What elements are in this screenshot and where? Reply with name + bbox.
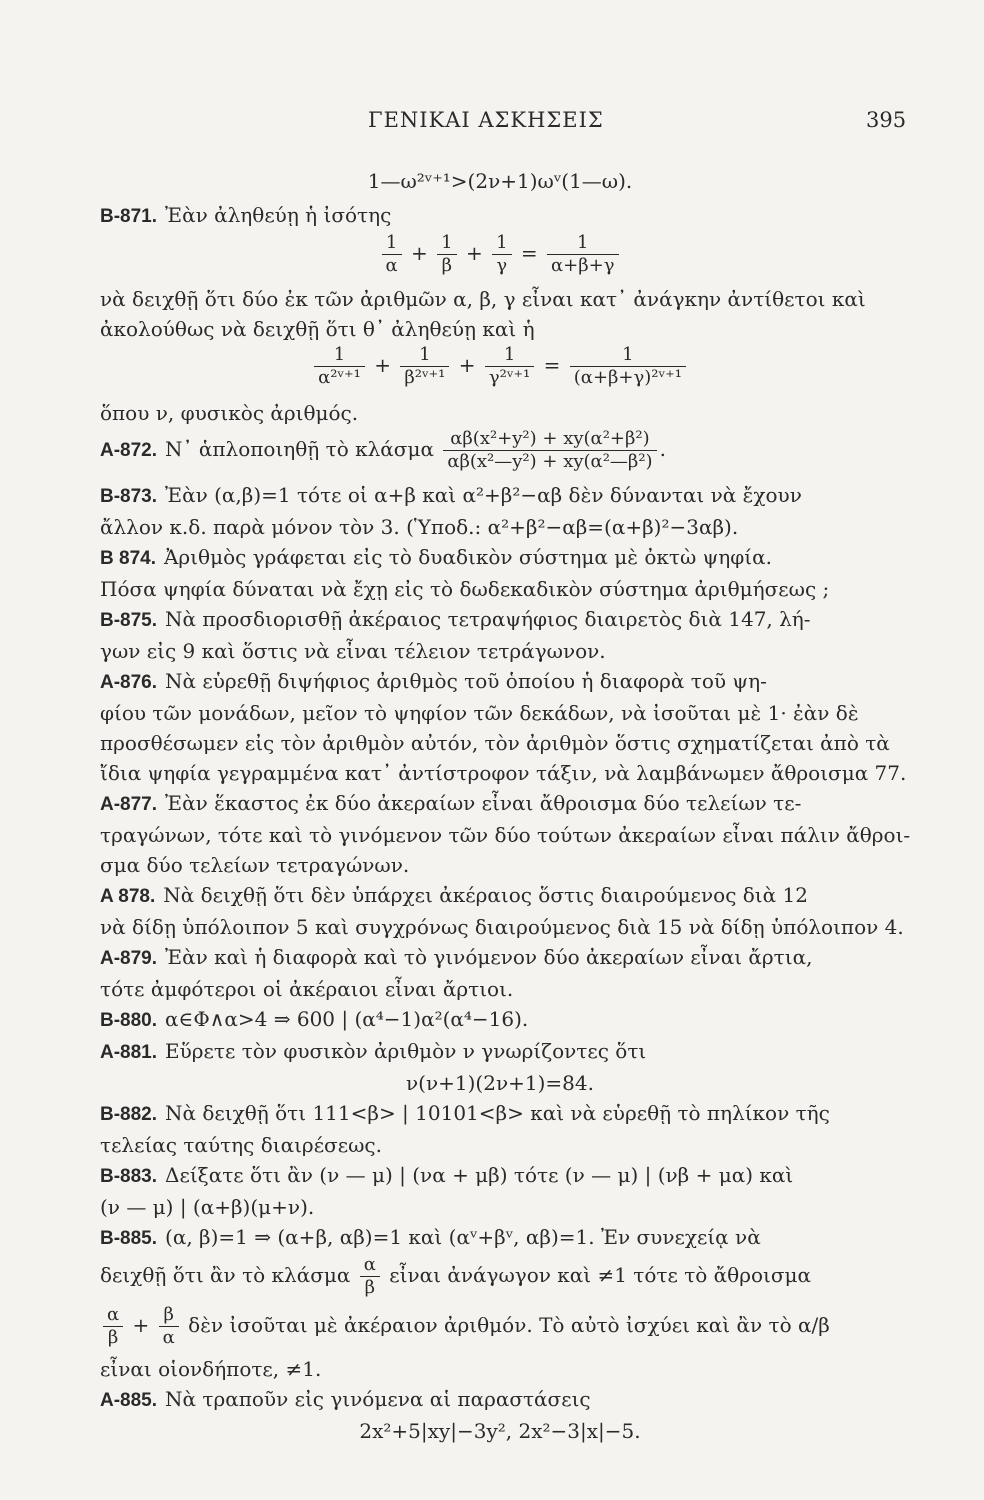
exercise-a881: A-881. Εὕρετε τὸν φυσικὸν ἀριθμὸν ν γνωρίζοντες ὅτι [100, 1039, 647, 1063]
page-header [0, 108, 984, 144]
formula-line: 1—ω²ᵛ⁺¹>(2ν+1)ωᵛ(1—ω). [367, 169, 633, 193]
exercise-b873: B-873. Ἐὰν (α,β)=1 τότε οἱ α+β καὶ α²+β²−αβ δὲν δύνανται νὰ ἔχουν [100, 483, 802, 507]
exercise-label: B 874. [100, 548, 156, 569]
exercise-b882: B-882. Νὰ δειχθῇ ὅτι 111<β> | 10101<β> καὶ νὰ εὑρεθῇ τὸ πηλίκον τῆς [100, 1101, 830, 1125]
exercise-label: A-879. [100, 948, 158, 969]
exercise-label: B-885. [100, 1228, 158, 1249]
exercise-label: B-882. [100, 1104, 158, 1125]
exercise-label: B-875. [100, 610, 158, 631]
exercise-label: A-872. [100, 440, 158, 461]
exercise-label: B-883. [100, 1166, 158, 1187]
exercise-b871: B-871. Ἐὰν ἀληθεύῃ ἡ ἰσότης [100, 203, 392, 227]
exercise-b880: B-880. α∈Φ∧α>4 ⇒ 600 | (α⁴−1)α²(α⁴−16). [100, 1007, 529, 1031]
exercise-a885: A-885. Νὰ τραποῦν εἰς γινόμενα αἱ παραστάσεις [100, 1387, 591, 1411]
exercise-label: A 878. [100, 886, 156, 907]
exercise-label: B-873. [100, 486, 158, 507]
exercise-label: A-877. [100, 794, 158, 815]
exercise-a878: A 878. Νὰ δειχθῇ ὅτι δὲν ὑπάρχει ἀκέραιος ὅστις διαιρούμενος διὰ 12 [100, 883, 808, 907]
exercise-a872: A-872. Ν᾽ ἁπλοποιηθῇ τὸ κλάσμα $\frac{\text{αβ(x²+y²) + xy(α²+β²)}}{\text{αβ(x²—y²) + xy(α²—β²)}}$ . [100, 428, 666, 472]
exercise-label: B-871. [100, 206, 158, 227]
exercise-label: A-881. [100, 1042, 158, 1063]
page-body: 1—ω²ᵛ⁺¹>(2ν+1)ωᵛ(1—ω). B-871. Ἐὰν ἀληθεύῃ ἡ ἰσότης $\frac{1}{\alpha}$ + $\frac{1}{\beta}$ + $\frac{1}{\gamma}$ = $\frac{1}{\alpha+\beta+\gamma}$ νὰ δειχθῇ ὅτι δύο ἐκ τῶν ἀριθμῶν α, β, γ εἶναι κατ᾽ ἀνάγκην ἀντίθετοι καὶ ἀκολούθως νὰ δειχθῇ ὅτι θ᾽ ἀληθεύῃ καὶ ἡ $\frac{1}{\text{α²ᵛ⁺¹}}$ + $\frac{1}{\text{β²ᵛ⁺¹}}$ + $\frac{1}{\text{γ²ᵛ⁺¹}}$ = $\frac{1}{\text{(α+β+γ)²ᵛ⁺¹}}$ ὅπου ν, φυσικὸς ἀριθμός. A-872. Ν᾽ ἁπλοποιηθῇ τὸ κλάσμα $\frac{\text{αβ(x²+y²) + xy(α²+β²)}}{\text{αβ(x²—y²) + xy(α²—β²)}}$ . B-873. Ἐὰν (α,β)=1 τότε οἱ α+β καὶ α²+β²−αβ δὲν δύνανται νὰ ἔχουν ἄλλον κ.δ. παρὰ μόνον τὸν 3. (Ὑποδ.: α²+β²−αβ=(α+β)²−3αβ). B 874. Ἀριθμὸς γράφεται εἰς τὸ δυαδικὸν σύστημα μὲ ὀκτὼ ψηφία. Πόσα ψηφία δύναται νὰ ἔχῃ εἰς τὸ δωδεκαδικὸν σύστημα ἀριθμήσεως ; B-875. Νὰ προσδιορισθῇ ἀκέραιος τετραψήφιος διαιρετὸς διὰ 147, λή- γων εἰς 9 καὶ ὅστις νὰ εἶναι τέλειον τετράγωνον. A-876. Νὰ εὑρεθῇ διψήφιος ἀριθμὸς τοῦ ὁποίου ἡ διαφορὰ τοῦ ψη- φίου τῶν μονάδων, μεῖον τὸ ψηφίον τῶν δεκάδων, νὰ ἰσοῦται μὲ 1· ἐὰν δὲ προσθέσωμεν εἰς τὸν ἀριθμὸν αὐτόν, τὸν ἀριθμὸν ὅστις σχηματίζεται ἀπὸ τὰ ἴδια ψηφία γεγραμμένα κατ᾽ ἀντίστροφον τάξιν, νὰ λαμβάνωμεν ἄθροισμα 77. A-877. Ἐὰν ἕκαστος ἐκ δύο ἀκεραίων εἶναι ἄθροισμα δύο τελείων τε- τραγώνων, τότε καὶ τὸ γινόμενον τῶν δύο τούτων ἀκεραίων εἶναι πάλιν ἄθροι- σμα δύο τελείων τετραγώνων. A 878. Νὰ δειχθῇ ὅτι δὲν ὑπάρχει ἀκέραιος ὅστις διαιρούμενος διὰ 12 νὰ δίδῃ ὑπόλοιπον 5 καὶ συγχρόνως διαιρούμενος διὰ 15 νὰ δίδῃ ὑπόλοιπον 4. A-879. Ἐὰν καὶ ἡ διαφορὰ καὶ τὸ γινόμενον δύο ἀκεραίων εἶναι ἄρτια, τότε ἀμφότεροι οἱ ἀκέραιοι εἶναι ἄρτιοι. B-880. α∈Φ∧α>4 ⇒ 600 | (α⁴−1)α²(α⁴−16). A-881. Εὕρετε τὸν φυσικὸν ἀριθμὸν ν γνωρίζοντες ὅτι ν(ν+1)(2ν+1)=84. B-882. Νὰ δειχθῇ ὅτι 111<β> | 10101<β> καὶ νὰ εὑρεθῇ τὸ πηλίκον τῆς τελείας ταύτης διαιρέσεως. B-883. Δείξατε ὅτι ἂν (ν — μ) | (να + μβ) τότε (ν — μ) | (νβ + μα) καὶ (ν — μ) | (α+β)(μ+ν). B-885. (α, β)=1 ⇒ (α+β, αβ)=1 καὶ (αᵛ+βᵛ, αβ)=1. Ἐν συνεχείᾳ νὰ δειχθῇ ὅτι ἂν τὸ κλάσμα $\frac{\alpha}{\beta}$ εἶναι ἀνάγωγον καὶ ≠1 τότε τὸ ἄθροισμα $\frac{\alpha}{\beta}$ + $\frac{\beta}{\alpha}$ δὲν ἰσοῦται μὲ ἀκέραιον ἀριθμόν. Τὸ αὐτὸ ἰσχύει καὶ ἂν τὸ α/β εἶναι οἱονδήποτε, ≠1. A-885. Νὰ τραποῦν εἰς γινόμενα αἱ παραστάσεις 2x²+5|xy|−3y², 2x²−3|x|−5. [100, 166, 900, 1446]
equation-b871-2: $\frac{1}{\text{α²ᵛ⁺¹}}$ + $\frac{1}{\text{β²ᵛ⁺¹}}$ + $\frac{1}{\text{γ²ᵛ⁺¹}}$ = $\frac{1}{\text{(α+β+γ)²ᵛ⁺¹}}$ [100, 344, 900, 398]
running-title: ΓΕΝΙΚΑΙ ΑΣΚΗΣΕΙΣ [368, 108, 604, 132]
equation-b871-1: $\frac{1}{\alpha}$ + $\frac{1}{\beta}$ + $\frac{1}{\gamma}$ = $\frac{1}{\alpha+\beta+\gamma}$ [100, 232, 900, 284]
exercise-b883: B-883. Δείξατε ὅτι ἂν (ν — μ) | (να + μβ) τότε (ν — μ) | (νβ + μα) καὶ [100, 1163, 794, 1187]
exercise-a877: A-877. Ἐὰν ἕκαστος ἐκ δύο ἀκεραίων εἶναι ἄθροισμα δύο τελείων τε- [100, 791, 802, 815]
exercise-a879: A-879. Ἐὰν καὶ ἡ διαφορὰ καὶ τὸ γινόμενον δύο ἀκεραίων εἶναι ἄρτια, [100, 945, 813, 969]
page-number: 395 [866, 108, 907, 132]
exercise-label: B-880. [100, 1010, 158, 1031]
exercise-b874: B 874. Ἀριθμὸς γράφεται εἰς τὸ δυαδικὸν σύστημα μὲ ὀκτὼ ψηφία. [100, 545, 772, 569]
exercise-b875: B-875. Νὰ προσδιορισθῇ ἀκέραιος τετραψήφιος διαιρετὸς διὰ 147, λή- [100, 607, 811, 631]
exercise-label: A-876. [100, 672, 158, 693]
exercise-a876: A-876. Νὰ εὑρεθῇ διψήφιος ἀριθμὸς τοῦ ὁποίου ἡ διαφορὰ τοῦ ψη- [100, 669, 767, 693]
exercise-label: A-885. [100, 1390, 158, 1411]
exercise-b885: B-885. (α, β)=1 ⇒ (α+β, αβ)=1 καὶ (αᵛ+βᵛ, αβ)=1. Ἐν συνεχείᾳ νὰ [100, 1225, 761, 1249]
